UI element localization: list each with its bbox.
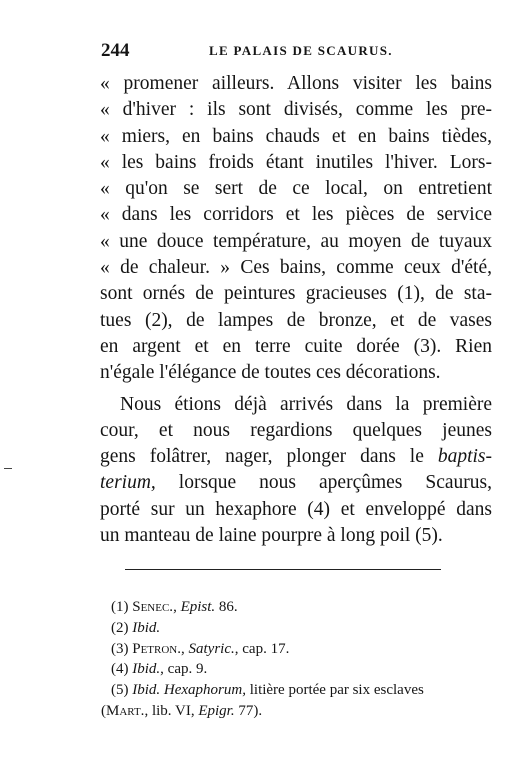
footnote-rule xyxy=(125,569,441,570)
footnote-work: Ibid. xyxy=(132,661,161,678)
text-line: « de chaleur. » Ces bains, comme ceux d'été, xyxy=(100,257,492,279)
text-line: sont ornés de peintures gracieuses (1), de sta- xyxy=(100,283,492,305)
footnote-text: , xyxy=(181,640,189,657)
page-number: 244 xyxy=(101,40,130,61)
text-run: lorsque nous aperçûmes Scaurus, xyxy=(155,472,492,494)
paragraph-line: un manteau de laine pourpre à long poil (5). xyxy=(100,525,443,547)
footnote xyxy=(101,597,491,618)
footnotes xyxy=(101,597,491,722)
paragraph-line: porté sur un hexaphore (4) et enveloppé dans xyxy=(100,498,492,520)
footnote-text: , cap. 17. xyxy=(234,640,290,657)
main-text xyxy=(100,71,492,549)
text-line: « les bains froids étant inutiles l'hiver. Lors- xyxy=(100,151,492,173)
footnote-author: Senec. xyxy=(132,599,174,615)
text-line: n'égale l'élégance de toutes ces décorations. xyxy=(100,362,441,384)
footnote-author: Petron. xyxy=(132,640,182,657)
margin-mark xyxy=(4,468,12,469)
footnote xyxy=(101,639,491,660)
footnote-text: ( xyxy=(101,702,106,719)
footnote-work: Ibid. Hexaphorum, xyxy=(132,682,246,699)
footnote-work: Ibid. xyxy=(132,619,161,636)
footnote-work: Epigr. xyxy=(198,702,235,719)
footnote-work: Satyric. xyxy=(188,640,235,657)
footnote-text: 86. xyxy=(215,599,238,615)
footnote-number: (5) xyxy=(111,682,133,699)
running-title: LE PALAIS DE SCAURUS. xyxy=(209,43,393,58)
text-line: en argent et en terre cuite dorée (3). Rien xyxy=(100,335,492,357)
text-line: « une douce température, au moyen de tuyaux xyxy=(100,230,492,252)
footnote-text: 77). xyxy=(234,702,263,719)
footnote-number: (2) xyxy=(111,619,133,636)
footnote-text: , cap. 9. xyxy=(160,661,208,678)
text-line: « miers, en bains chauds et en bains tièdes, xyxy=(100,125,492,147)
paragraph-line: cour, et nous regardions quelques jeunes xyxy=(100,419,492,441)
text-run: gens folâtrer, nager, plonger dans le xyxy=(100,446,438,468)
footnote xyxy=(101,618,491,639)
text-line: « dans les corridors et les pièces de service xyxy=(100,204,492,226)
text-line: « d'hiver : ils sont divisés, comme les pre- xyxy=(100,99,492,121)
text-line: tues (2), de lampes de bronze, et de vases xyxy=(100,309,492,331)
footnote-number: (4) xyxy=(111,661,133,678)
text-line: « promener ailleurs. Allons visiter les bains xyxy=(100,73,492,94)
italic-term: terium, xyxy=(100,472,156,494)
footnote-number: (1) xyxy=(111,599,133,615)
paragraph-line xyxy=(100,470,492,496)
paragraph-line xyxy=(100,444,492,470)
paragraph-line: Nous étions déjà arrivés dans la première xyxy=(120,393,492,415)
footnote-number: (3) xyxy=(111,640,133,657)
footnote xyxy=(101,680,491,701)
italic-term: baptis- xyxy=(437,446,492,468)
footnote-text: , lib. VI, xyxy=(144,702,199,719)
text-line: « qu'on se sert de ce local, on entretient xyxy=(100,178,492,200)
footnote-continuation xyxy=(101,701,491,722)
footnote-work: Epist. xyxy=(180,599,216,615)
footnote-author: Mart. xyxy=(106,702,145,719)
page-header xyxy=(101,40,491,62)
footnote-text: litière portée par six esclaves xyxy=(245,682,424,699)
footnote xyxy=(101,659,491,680)
footnote-text: , xyxy=(173,599,181,615)
